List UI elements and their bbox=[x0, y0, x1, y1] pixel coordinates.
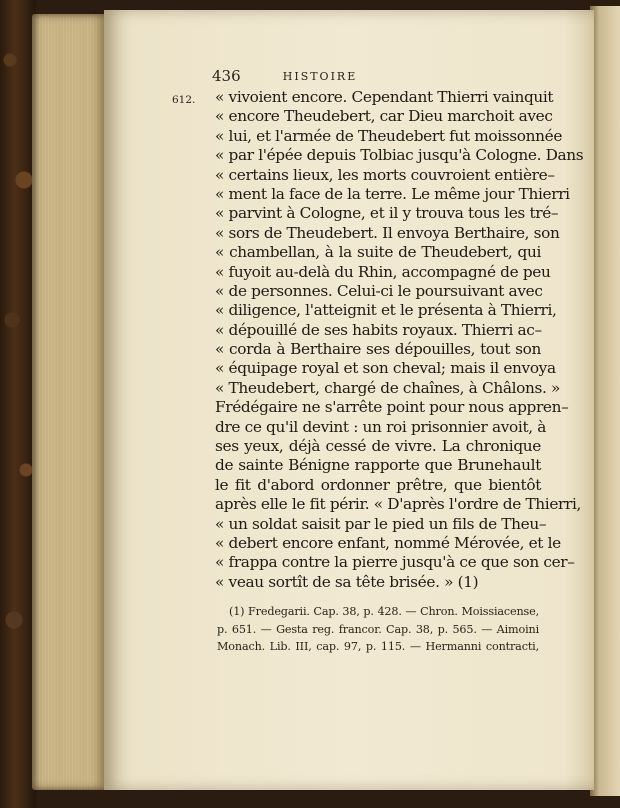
page-number: 436 bbox=[212, 67, 241, 85]
text-line: le fit d'abord ordonner prêtre, que bientôt bbox=[215, 475, 541, 494]
text-line: ses yeux, déjà cessé de vivre. La chronique bbox=[215, 437, 541, 456]
text-line: « diligence, l'atteignit et le présenta à Thierri, bbox=[215, 301, 557, 320]
text-line: « chambellan, à la suite de Theudebert, qui bbox=[215, 243, 541, 262]
text-line: « certains lieux, les morts couvroient entière– bbox=[215, 165, 555, 184]
text-line: « Theudebert, chargé de chaînes, à Châlons. » bbox=[215, 378, 561, 397]
text-line: « ment la face de la terre. Le même jour Thierri bbox=[215, 184, 570, 203]
page-edges bbox=[32, 14, 106, 790]
running-head: HISTOIRE bbox=[282, 70, 358, 83]
text-line: dre ce qu'il devint : un roi prisonnier avoit, à bbox=[215, 417, 547, 436]
text-line: « fuyoit au-delà du Rhin, accompagné de peu bbox=[215, 262, 551, 281]
text-line: « veau sortît de sa tête brisée. » (1) bbox=[215, 572, 479, 591]
footnote-line: (1) Fredegarii. Cap. 38, p. 428. — Chron. Moissiacense, bbox=[229, 605, 539, 618]
main-text bbox=[215, 88, 584, 592]
text-line: « parvint à Cologne, et il y trouva tous les tré– bbox=[215, 204, 559, 223]
footnote bbox=[217, 603, 539, 656]
margin-year: 612. bbox=[172, 94, 196, 106]
text-line: « sors de Theudebert. Il envoya Berthaire, son bbox=[215, 223, 560, 242]
book-cover bbox=[0, 0, 36, 808]
text-line: Frédégaire ne s'arrête point pour nous appren– bbox=[215, 398, 569, 417]
text-line: « encore Theudebert, car Dieu marchoit avec bbox=[215, 107, 553, 126]
text-line: « un soldat saisit par le pied un fils de Theu– bbox=[215, 514, 547, 533]
text-line: « lui, et l'armée de Theudebert fut moissonnée bbox=[215, 126, 563, 145]
text-line: « vivoient encore. Cependant Thierri vainquit bbox=[215, 88, 554, 106]
text-line: « corda à Berthaire ses dépouilles, tout son bbox=[215, 340, 541, 359]
text-line: « debert encore enfant, nommé Mérovée, et le bbox=[215, 533, 561, 552]
text-line: de sainte Bénigne rapporte que Brunehault bbox=[215, 456, 541, 475]
facing-page-edge bbox=[590, 6, 620, 796]
text-line: après elle le fit périr. « D'après l'ordre de Thierri, bbox=[215, 495, 582, 514]
text-line: « par l'épée depuis Tolbiac jusqu'à Cologne. Dans bbox=[215, 146, 584, 165]
footnote-line: Monach. Lib. III, cap. 97, p. 115. — Hermanni contracti, bbox=[217, 640, 539, 653]
footnote-line: p. 651. — Gesta reg. francor. Cap. 38, p. 565. — Aimoini bbox=[217, 622, 539, 636]
text-line: « équipage royal et son cheval; mais il envoya bbox=[215, 359, 556, 378]
text-line: « dépouillé de ses habits royaux. Thierri ac– bbox=[215, 320, 542, 339]
text-line: « frappa contre la pierre jusqu'à ce que son cer– bbox=[215, 553, 575, 572]
text-line: « de personnes. Celui-ci le poursuivant avec bbox=[215, 281, 543, 300]
